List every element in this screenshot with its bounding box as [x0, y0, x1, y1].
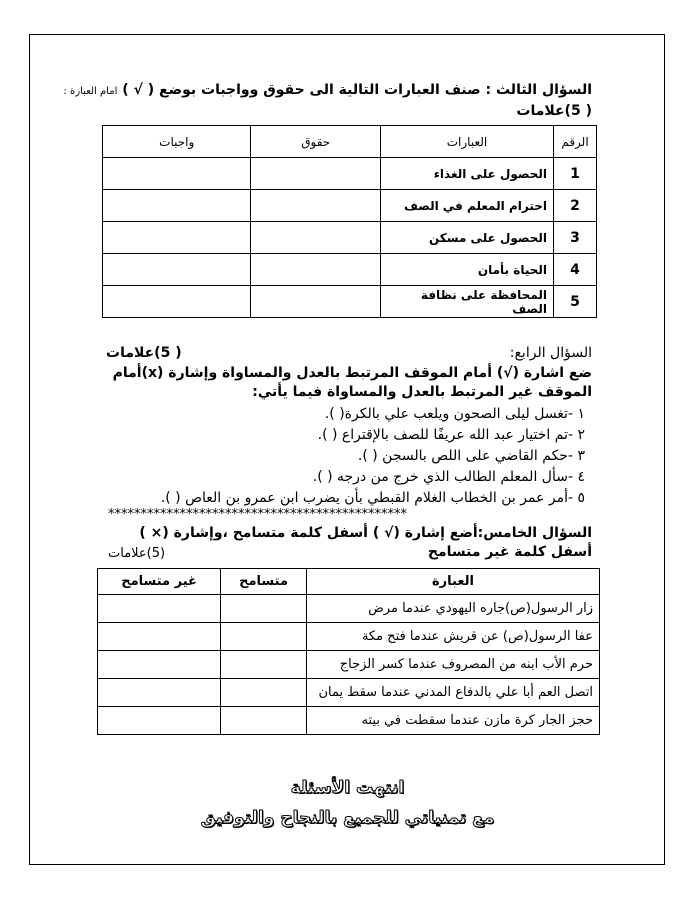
- header-tolerant: متسامح: [221, 569, 307, 595]
- rights-cell[interactable]: [251, 222, 381, 254]
- tolerant-cell[interactable]: [221, 623, 307, 651]
- table-row: [98, 651, 600, 679]
- q4-instruction: ضع اشارة (√) أمام الموقف المرتبط بالعدل والمساواة وإشارة (x)أمام الموقف غير المرتبط بالعدل والمساواة فيما يأتي:: [112, 365, 592, 400]
- row-statement: احترام المعلم في الصف: [381, 190, 554, 222]
- rights-cell[interactable]: [251, 158, 381, 190]
- row-number: 2: [554, 190, 597, 222]
- row-statement: حجز الجار كرة مازن عندما سقطت في بيته: [307, 707, 600, 735]
- row-statement: الحصول على مسكن: [381, 222, 554, 254]
- row-number: 4: [554, 254, 597, 286]
- q3-marks: ( 5)علامات: [516, 103, 592, 119]
- duties-cell[interactable]: [103, 286, 251, 318]
- table-row: [103, 222, 597, 254]
- intolerant-cell[interactable]: [98, 623, 221, 651]
- table-row: [103, 158, 597, 190]
- row-statement: حرم الأب ابنه من المصروف عندما كسر الزجاج: [307, 651, 600, 679]
- table-row: [103, 190, 597, 222]
- rights-cell[interactable]: [251, 286, 381, 318]
- q4-items: [161, 404, 585, 509]
- row-number: 3: [554, 222, 597, 254]
- list-item: ٤ -سأل المعلم الطالب الذي خرج من درجه ( ).: [312, 469, 585, 485]
- list-item: ٢ -تم اختيار عبد الله عريفًا للصف بالإقتراع ( ).: [317, 427, 585, 443]
- q5-title: السؤال الخامس:أضع إشارة (√ ) أسفل كلمة متسامح ،وإشارة (× ) أسفل كلمة غير متسامح: [139, 525, 592, 560]
- tolerant-cell[interactable]: [221, 595, 307, 623]
- q3-title: السؤال الثالث : صنف العبارات التالية الى حقوق وواجبات بوضع ( √ ) امام العبارة :: [63, 82, 592, 98]
- header-intolerant: غير متسامح: [98, 569, 221, 595]
- header-number: الرقم: [554, 126, 597, 158]
- row-statement: الحصول على الغذاء: [381, 158, 554, 190]
- tolerant-cell[interactable]: [221, 707, 307, 735]
- row-statement: زار الرسول(ص)جاره اليهودي عندما مرض: [307, 595, 600, 623]
- table-row: [103, 254, 597, 286]
- q5-marks: (5)علامات: [108, 546, 166, 561]
- intolerant-cell[interactable]: [98, 651, 221, 679]
- good-luck-message: مع تمنياتي للجميع بالنجاح والتوفيق: [200, 808, 495, 828]
- row-number: 5: [554, 286, 597, 318]
- duties-cell[interactable]: [103, 222, 251, 254]
- q5-table: [97, 568, 600, 735]
- tolerant-cell[interactable]: [221, 651, 307, 679]
- row-number: 1: [554, 158, 597, 190]
- row-statement: عفا الرسول(ص) عن قريش عندما فتح مكة: [307, 623, 600, 651]
- q4-title: السؤال الرابع:: [509, 345, 592, 361]
- table-header-row: [98, 569, 600, 595]
- rights-cell[interactable]: [251, 190, 381, 222]
- table-row: [98, 679, 600, 707]
- star-separator: **********************************************: [108, 507, 407, 522]
- table-row: [103, 286, 597, 318]
- end-of-questions: انتهت الأسئلة: [290, 778, 405, 798]
- list-item: ١ -تغسل ليلى الصحون ويلعب علي بالكرة( ).: [324, 406, 585, 422]
- rights-cell[interactable]: [251, 254, 381, 286]
- row-statement: اتصل العم أبا علي بالدفاع المدني عندما سقط يمان: [307, 679, 600, 707]
- row-statement: الحياة بأمان: [381, 254, 554, 286]
- list-item: ٥ -أمر عمر بن الخطاب الغلام القبطي بأن يضرب ابن عمرو بن العاص ( ).: [160, 490, 585, 506]
- intolerant-cell[interactable]: [98, 595, 221, 623]
- table-row: [98, 707, 600, 735]
- row-statement: المحافظة على نظافة الصف: [381, 286, 554, 318]
- table-row: [98, 595, 600, 623]
- intolerant-cell[interactable]: [98, 707, 221, 735]
- duties-cell[interactable]: [103, 158, 251, 190]
- table-row: [98, 623, 600, 651]
- header-duties: واجبات: [103, 126, 251, 158]
- header-rights: حقوق: [251, 126, 381, 158]
- q4-marks: ( 5)علامات: [106, 345, 182, 361]
- header-statement: العبارة: [307, 569, 600, 595]
- duties-cell[interactable]: [103, 254, 251, 286]
- duties-cell[interactable]: [103, 190, 251, 222]
- q3-table: [102, 125, 597, 318]
- tolerant-cell[interactable]: [221, 679, 307, 707]
- header-statements: العبارات: [381, 126, 554, 158]
- list-item: ٣ -حكم القاضي على اللص بالسجن ( ).: [357, 448, 585, 464]
- intolerant-cell[interactable]: [98, 679, 221, 707]
- table-header-row: [103, 126, 597, 158]
